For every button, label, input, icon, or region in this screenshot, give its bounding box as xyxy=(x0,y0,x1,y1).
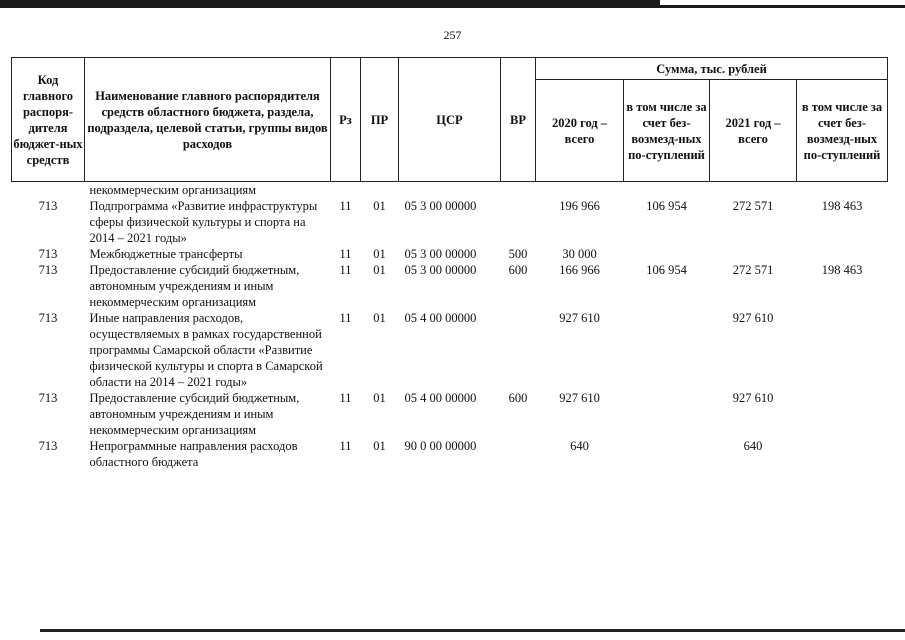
cell-vr: 500 xyxy=(508,247,528,261)
cell-pr xyxy=(361,182,399,199)
cell-2020-total: 166 966 xyxy=(559,263,600,277)
cell-rz: 11 xyxy=(339,199,352,213)
cell-2021-total xyxy=(710,182,797,199)
cell-code: 713 xyxy=(38,263,58,277)
cell-vr xyxy=(501,198,536,246)
budget-table xyxy=(11,57,888,470)
cell-vr xyxy=(501,438,536,470)
table-row xyxy=(12,310,888,390)
cell-pr: 01 xyxy=(373,199,386,213)
cell-name: Подпрограмма «Развитие инфраструктуры сферы физической культуры и спорта на 2014 – 2021 годы» xyxy=(89,199,318,245)
page-number: 257 xyxy=(443,28,462,42)
cell-2021-free xyxy=(797,182,888,199)
table-row xyxy=(12,198,888,246)
cell-rz: 11 xyxy=(339,247,352,261)
cell-2021-free xyxy=(797,310,888,390)
cell-rz: 11 xyxy=(339,311,352,325)
cell-2020-free xyxy=(624,182,710,199)
cell-2020-free: 106 954 xyxy=(646,263,687,277)
cell-2021-free: 198 463 xyxy=(821,263,863,277)
header-2021-total: 2021 год – всего xyxy=(710,80,797,182)
table-row xyxy=(12,246,888,262)
cell-2020-free xyxy=(624,310,710,390)
cell-2021-free: 198 463 xyxy=(821,199,863,213)
cell-2020-total: 927 610 xyxy=(559,311,600,325)
header-vr: ВР xyxy=(501,58,536,182)
cell-vr xyxy=(501,182,536,199)
cell-pr: 01 xyxy=(373,263,386,277)
cell-2021-total xyxy=(710,246,797,262)
cell-2021-total: 272 571 xyxy=(732,263,774,277)
cell-vr: 600 xyxy=(508,391,528,405)
table-row xyxy=(12,182,888,199)
cell-name: некоммерческим организациям xyxy=(89,183,257,197)
cell-pr: 01 xyxy=(373,391,386,405)
header-code: Код главного распоря-дителя бюджет-ных средств xyxy=(12,58,85,182)
header-2020-total: 2020 год – всего xyxy=(536,80,624,182)
header-name: Наименование главного распорядителя средств областного бюджета, раздела, подраздела, целевой статьи, группы видов расходов xyxy=(85,58,331,182)
cell-name: Предоставление субсидий бюджетным, автономным учреждениям и иным некоммерческим организациям xyxy=(89,391,300,437)
cell-2021-total: 927 610 xyxy=(732,391,774,405)
cell-csr: 05 3 00 00000 xyxy=(404,263,477,277)
table-row xyxy=(12,390,888,438)
cell-name: Межбюджетные трансферты xyxy=(89,247,243,261)
header-rz: Рз xyxy=(331,58,361,182)
cell-csr: 05 4 00 00000 xyxy=(404,391,477,405)
table-row xyxy=(12,438,888,470)
cell-code: 713 xyxy=(38,391,58,405)
cell-2020-total: 640 xyxy=(570,439,589,453)
header-csr: ЦСР xyxy=(399,58,501,182)
cell-name: Иные направления расходов, осуществляемых в рамках государственной программы Самарской области «Развитие физической культуры и спорта в Самарской области на 2014 – 2021 годы» xyxy=(89,311,323,389)
cell-2020-free xyxy=(624,246,710,262)
cell-rz: 11 xyxy=(339,439,352,453)
cell-2021-free xyxy=(797,438,888,470)
header-pr: ПР xyxy=(361,58,399,182)
header-sum: Сумма, тыс. рублей xyxy=(536,58,888,80)
cell-pr: 01 xyxy=(373,311,386,325)
header-2020-free: в том числе за счет без-возмезд-ных по-ступлений xyxy=(624,80,710,182)
header-2021-free: в том числе за счет без-возмезд-ных по-ступлений xyxy=(797,80,888,182)
cell-2021-free xyxy=(797,390,888,438)
cell-vr: 600 xyxy=(508,263,528,277)
cell-name: Непрограммные направления расходов областного бюджета xyxy=(89,439,298,469)
cell-code: 713 xyxy=(38,199,58,213)
cell-csr: 05 4 00 00000 xyxy=(404,311,477,325)
cell-2021-total: 927 610 xyxy=(732,311,774,325)
cell-code xyxy=(12,182,85,199)
cell-2020-free: 106 954 xyxy=(646,199,687,213)
cell-pr: 01 xyxy=(373,247,386,261)
cell-2021-total: 272 571 xyxy=(732,199,774,213)
cell-name: Предоставление субсидий бюджетным, автономным учреждениям и иным некоммерческим организациям xyxy=(89,263,300,309)
cell-2020-free xyxy=(624,390,710,438)
cell-code: 713 xyxy=(38,439,58,453)
scan-top-border-gap xyxy=(660,0,905,5)
scan-bottom-border xyxy=(40,629,905,632)
cell-2021-free xyxy=(797,246,888,262)
cell-code: 713 xyxy=(38,247,58,261)
cell-csr: 05 3 00 00000 xyxy=(404,199,477,213)
cell-rz xyxy=(331,182,361,199)
cell-2020-total: 196 966 xyxy=(559,199,600,213)
cell-2020-free xyxy=(624,438,710,470)
cell-pr: 01 xyxy=(373,439,386,453)
cell-rz: 11 xyxy=(339,391,352,405)
table-row xyxy=(12,262,888,310)
cell-csr: 90 0 00 00000 xyxy=(404,439,477,453)
cell-rz: 11 xyxy=(339,263,352,277)
cell-csr xyxy=(399,182,501,199)
cell-2020-total: 30 000 xyxy=(562,247,597,261)
cell-vr xyxy=(501,310,536,390)
cell-code: 713 xyxy=(38,311,58,325)
cell-2020-total: 927 610 xyxy=(559,391,600,405)
cell-2020-total xyxy=(536,182,624,199)
cell-2021-total: 640 xyxy=(743,439,763,453)
cell-csr: 05 3 00 00000 xyxy=(404,247,477,261)
